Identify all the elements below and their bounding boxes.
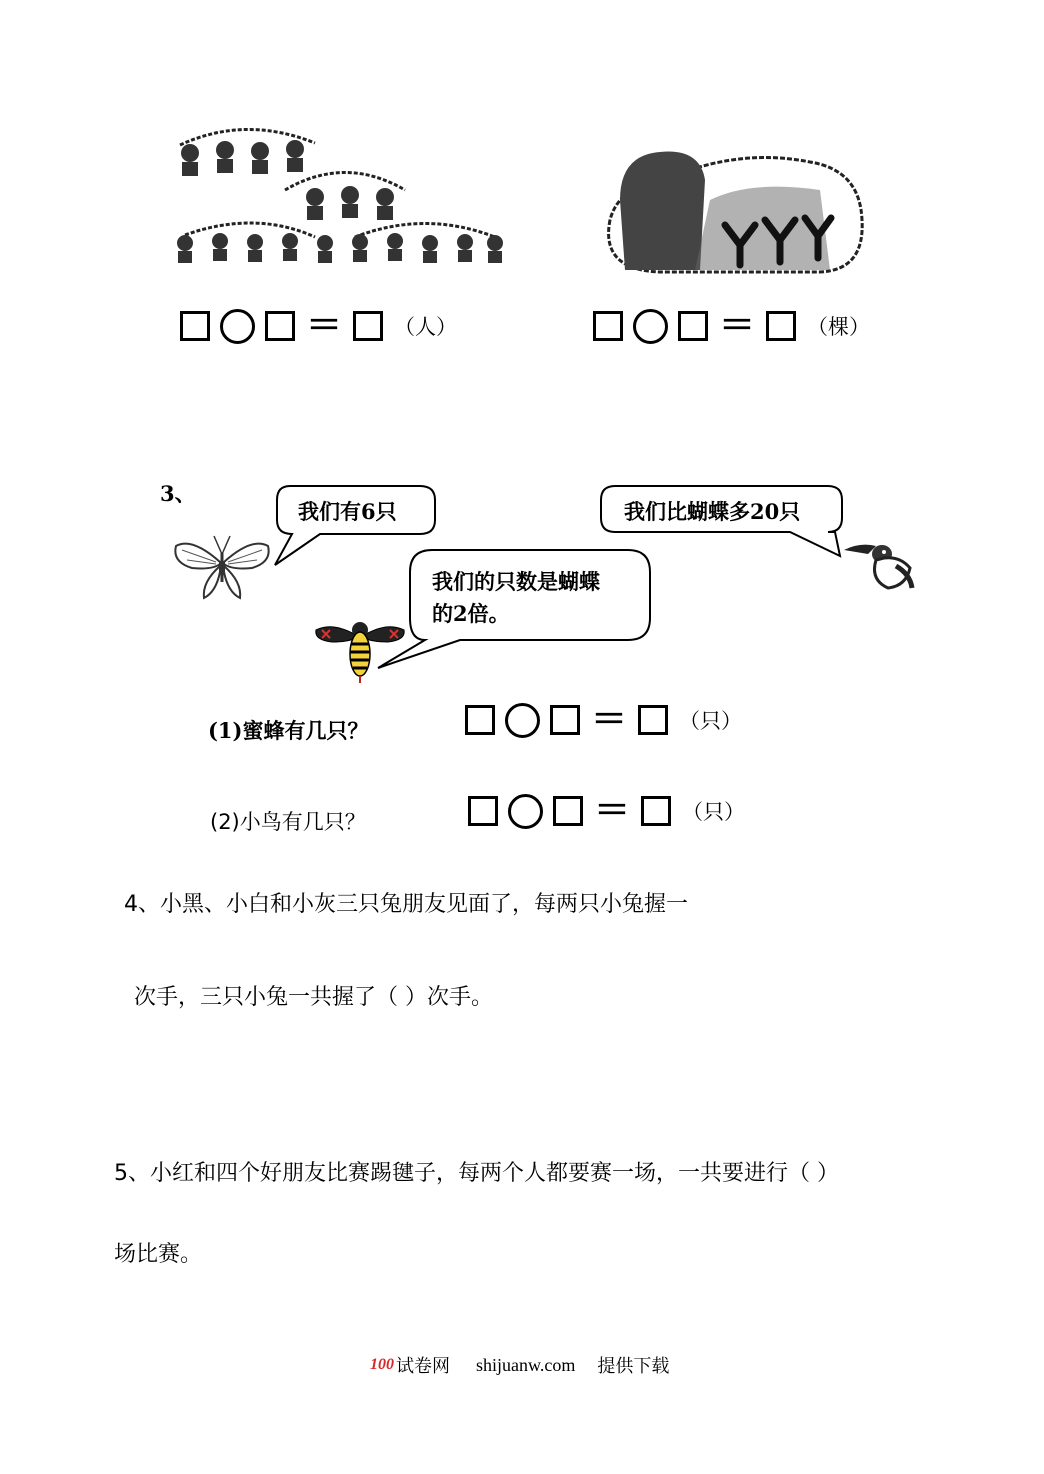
equation-bees (460, 699, 743, 740)
answer-box[interactable] (468, 796, 498, 826)
equals-sign: ＝ (591, 699, 628, 740)
site-logo: 100 (370, 1356, 394, 1373)
answer-box[interactable] (550, 705, 580, 735)
question-2: (2)小鸟有几只？ (210, 810, 366, 834)
unit-label: （只） (679, 709, 743, 733)
bird-illustration (840, 536, 916, 592)
equals-sign: ＝ (594, 790, 631, 831)
bird-speech-text: 我们比蝴蝶多20只 (624, 499, 801, 524)
site-name: 试卷网 (396, 1356, 450, 1376)
question-5-line1: 5、小红和四个好朋友比赛踢毽子，每两个人都要赛一场，一共要进行（ ） (114, 1161, 839, 1186)
site-tagline: 提供下载 (597, 1356, 670, 1376)
question-1: (1)蜜蜂有几只？ (208, 718, 369, 743)
answer-box[interactable] (553, 796, 583, 826)
equals-sign: ＝ (306, 305, 343, 346)
unit-label: （人） (394, 315, 458, 339)
question-5-line2: 场比赛。 (114, 1242, 203, 1267)
bee-speech-text-line2: 的2倍。 (432, 601, 510, 626)
unit-label: （只） (682, 800, 746, 824)
answer-box[interactable] (465, 705, 495, 735)
butterfly-speech-text: 我们有6只 (298, 499, 397, 524)
answer-box[interactable] (641, 796, 671, 826)
footer (370, 1352, 669, 1378)
question-number: 3、 (160, 481, 196, 506)
operator-circle[interactable] (505, 703, 540, 738)
site-domain[interactable]: shijuanw.com (476, 1354, 576, 1375)
answer-box[interactable] (638, 705, 668, 735)
question-4-line1: 4、小黑、小白和小灰三只兔朋友见面了，每两只小兔握一 (124, 892, 688, 917)
equation-birds (463, 790, 746, 831)
butterfly-illustration (172, 532, 272, 604)
question-4-line2: 次手，三只小兔一共握了（ ）次手。 (134, 985, 493, 1010)
unit-label: （棵） (807, 315, 871, 339)
bee-illustration (312, 612, 408, 684)
operator-circle[interactable] (508, 794, 543, 829)
equals-sign: ＝ (719, 305, 756, 346)
bee-speech-text-line1: 我们的只数是蝴蝶 (432, 569, 600, 594)
